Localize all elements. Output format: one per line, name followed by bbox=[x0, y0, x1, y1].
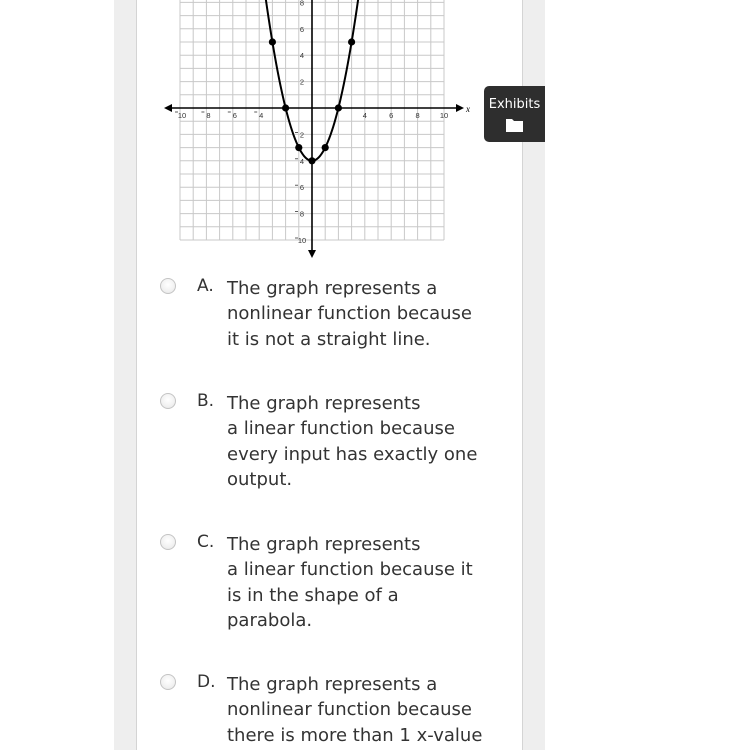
x-tick-label: 10 bbox=[177, 111, 187, 120]
x-axis-label: x bbox=[466, 104, 470, 114]
choice-line: nonlinear function because bbox=[227, 699, 473, 721]
choice-line: nonlinear function because bbox=[227, 303, 473, 325]
y-tick-labels bbox=[295, 0, 306, 245]
y-tick-label: 8 bbox=[299, 209, 305, 219]
choice-letter: B. bbox=[197, 391, 215, 411]
choice-line: The graph represents bbox=[227, 393, 421, 414]
choice-letter: A. bbox=[197, 276, 214, 296]
y-axis-arrow-down bbox=[308, 250, 316, 258]
data-point bbox=[282, 104, 289, 111]
x-axis-arrow-left bbox=[164, 104, 172, 112]
data-point bbox=[335, 104, 342, 111]
x-tick-label: 6 bbox=[232, 111, 237, 120]
choice-letter: C. bbox=[197, 532, 215, 552]
data-point bbox=[322, 144, 329, 151]
x-axis-arrow-right bbox=[456, 104, 464, 112]
axes bbox=[164, 0, 464, 258]
x-tick-label: 8 bbox=[415, 111, 420, 120]
x-tick-label: 6 bbox=[389, 111, 394, 120]
choice-line: a linear function because bbox=[227, 418, 455, 440]
choice-line: is in the shape of a bbox=[227, 584, 399, 606]
choice-text bbox=[227, 276, 507, 352]
y-tick-label: 10 bbox=[297, 236, 307, 245]
radio-d[interactable] bbox=[160, 674, 176, 690]
radio-b[interactable] bbox=[160, 393, 176, 409]
data-point bbox=[308, 157, 315, 164]
panel-left-border bbox=[136, 0, 137, 750]
exhibits-label: Exhibits bbox=[488, 97, 541, 112]
choice-line: The graph represents a bbox=[227, 674, 438, 695]
choice-line: parabola. bbox=[227, 609, 313, 631]
x-tick-label: 10 bbox=[439, 111, 449, 120]
y-tick-label: 2 bbox=[299, 130, 305, 140]
left-gutter bbox=[114, 0, 136, 750]
x-tick-label: 4 bbox=[362, 111, 367, 120]
choice-text bbox=[227, 672, 507, 748]
choice-line: output. bbox=[227, 468, 293, 490]
choice-line: there is more than 1 x-value bbox=[227, 724, 483, 746]
folder-icon bbox=[506, 118, 523, 132]
data-point bbox=[295, 144, 302, 151]
choice-line: The graph represents a bbox=[227, 278, 438, 299]
y-tick-label: 6 bbox=[299, 183, 305, 193]
choice-letter: D. bbox=[197, 672, 216, 692]
x-tick-label: 4 bbox=[259, 111, 264, 120]
y-tick-label: 8 bbox=[299, 0, 305, 8]
choice-text bbox=[227, 391, 507, 492]
exhibits-button[interactable] bbox=[484, 86, 545, 142]
choice-text bbox=[227, 532, 507, 633]
choice-line: every input has exactly one bbox=[227, 443, 478, 465]
y-tick-label: 2 bbox=[299, 77, 305, 87]
choice-line: a linear function because it bbox=[227, 559, 473, 581]
data-point bbox=[269, 38, 276, 45]
y-tick-label: 4 bbox=[299, 156, 305, 166]
radio-a[interactable] bbox=[160, 278, 176, 294]
y-tick-label: 6 bbox=[299, 24, 305, 34]
choice-line: The graph represents bbox=[227, 534, 421, 555]
data-point bbox=[348, 38, 355, 45]
y-tick-label: 4 bbox=[299, 51, 305, 61]
choice-line: it is not a straight line. bbox=[227, 328, 431, 350]
coordinate-graph bbox=[150, 0, 480, 260]
radio-c[interactable] bbox=[160, 534, 176, 550]
x-tick-label: 8 bbox=[206, 111, 211, 120]
